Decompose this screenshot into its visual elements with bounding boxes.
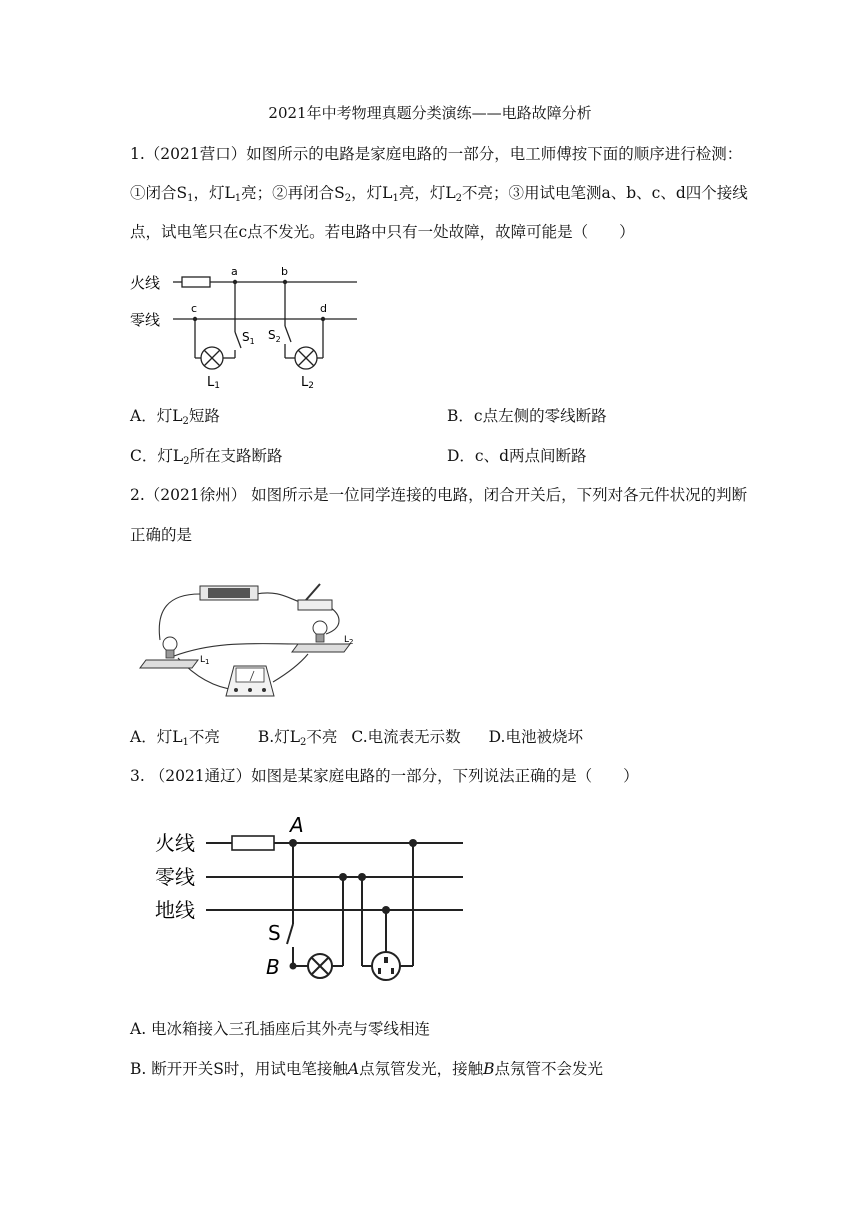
q1-switch-s1: $S_1$ <box>242 330 255 346</box>
q1-line3: 点，试电笔只在c点不发光。若电路中只有一处故障，故障可能是（ ） <box>130 223 635 241</box>
q3-point-a: A <box>290 813 304 837</box>
q3-neutral-label: 零线 <box>155 865 195 889</box>
q1-point-b: b <box>281 265 288 278</box>
q3-line1: 3. （2021通辽）如图是某家庭电路的一部分，下列说法正确的是（ ） <box>130 767 639 785</box>
q2-option-c: C.电流表无示数 <box>351 728 461 746</box>
q2-line1: 2.（2021徐州） 如图所示是一位同学连接的电路，闭合开关后，下列对各元件状况的判断 <box>130 486 748 504</box>
q1-live-label: 火线 <box>130 274 161 292</box>
q3-live-label: 火线 <box>155 831 195 855</box>
q1-option-a: A．灯$L_2$短路 <box>130 407 220 427</box>
q1-point-c: c <box>191 302 198 315</box>
document-title: 2021年中考物理真题分类演练——电路故障分析 <box>268 104 592 122</box>
q1-lamp-l1: L1 <box>207 375 220 391</box>
q3-circuit-diagram <box>150 812 468 984</box>
q1-option-d: D．c、d两点间断路 <box>447 447 587 465</box>
q2-line2: 正确的是 <box>130 526 193 544</box>
q1-point-d: d <box>320 302 327 315</box>
q1-neutral-label: 零线 <box>130 311 161 329</box>
q1-switch-s2: $S_2$ <box>268 328 281 344</box>
q2-lamp-l1: $L_1$ <box>200 655 210 666</box>
q1-line2: ①闭合$S_1$，灯$L_1$亮；②再闭合$S_2$，灯$L_1$亮，灯$L_2$不亮；③用试电笔测a、b、c、d四个接线 <box>130 184 748 204</box>
q2-options <box>130 727 583 747</box>
q2-lamp-l2: $L_2$ <box>344 635 354 646</box>
q2-option-b: B.灯$L_2$不亮 <box>257 728 338 748</box>
q3-option-a: A. 电冰箱接入三孔插座后其外壳与零线相连 <box>130 1020 431 1038</box>
q1-point-a: a <box>231 265 238 278</box>
q2-option-d: D.电池被烧坏 <box>488 728 583 746</box>
q2-option-a: A．灯$L_1$不亮 <box>130 728 220 748</box>
q3-option-b: B. 断开开关S时，用试电笔接触A点氖管发光，接触B点氖管不会发光 <box>130 1060 603 1078</box>
q1-option-b: B．c点左侧的零线断路 <box>447 407 607 425</box>
q3-switch-s: S <box>268 921 281 945</box>
q2-circuit-photo <box>138 570 360 712</box>
q1-lamp-l2: L2 <box>301 375 314 391</box>
q3-point-b: B <box>266 955 280 979</box>
q3-ground-label: 地线 <box>155 898 195 922</box>
q1-line1: 1.（2021营口）如图所示的电路是家庭电路的一部分，电工师傅按下面的顺序进行检测： <box>130 145 743 163</box>
q1-option-c: C．灯$L_2$所在支路断路 <box>130 447 283 467</box>
q1-circuit-diagram <box>125 262 365 392</box>
